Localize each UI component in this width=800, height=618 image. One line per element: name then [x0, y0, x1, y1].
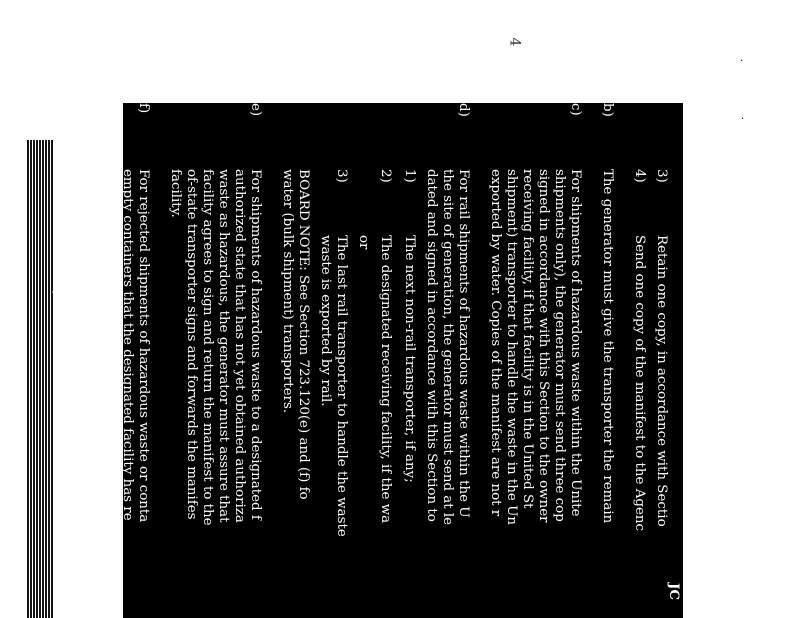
item-label: b)	[600, 103, 615, 117]
text-line: For rail shipments of hazardous waste within the U	[456, 169, 471, 518]
item-label: 2)	[378, 169, 393, 183]
text-line: The generator must sign the hazardous was	[66, 235, 81, 534]
text-line: The designated receiving facility, if the wa	[378, 235, 393, 524]
text-line: of-state transporter signs and forwards the manifes	[184, 169, 199, 520]
text-line: The generator must give the transporter the remain	[600, 169, 615, 524]
scan-speck: ·	[741, 114, 745, 125]
item-label: 3)	[654, 169, 669, 183]
page-number: 4	[506, 37, 523, 47]
text-line: facility.	[168, 169, 183, 218]
text-line: shipment) transporter to handle the waste in the Un	[504, 169, 519, 526]
text-line: waste is exported by rail.	[318, 235, 333, 407]
board-note: BOARD NOTE: See Section 723.120(e) and (f) fo	[296, 169, 311, 500]
scan-speck: ·	[740, 56, 744, 67]
text-line: empty containers that the designated facility has re	[120, 169, 135, 521]
item-label: e)	[248, 103, 263, 117]
item-label: 1)	[66, 169, 81, 183]
rotated-text-body	[50, 103, 683, 618]
item-label: f)	[136, 103, 151, 114]
text-line: Retain one copy, in accordance with Sectio	[654, 235, 669, 527]
text-line: generator must do each of the following:	[88, 169, 103, 447]
text-line: signed in accordance with this Section to the owner	[536, 169, 551, 523]
corner-header: JC	[666, 583, 682, 600]
text-line: The last rail transporter to handle the waste	[334, 235, 349, 537]
text-line: For shipments of hazardous waste within the Unite	[568, 169, 583, 517]
text-line: exported by water. Copies of the manifest are not r	[488, 169, 503, 517]
text-line: (following the procedures of 35 Ill. Adm. Code 72	[104, 169, 119, 505]
inverted-scanned-page	[50, 103, 683, 618]
text-line: the site of generation, the generator must send at le	[440, 169, 455, 526]
item-label: 4)	[632, 169, 647, 183]
text-line: or	[356, 235, 371, 250]
text-line: For shipments of hazardous waste to a designated f	[248, 169, 263, 520]
scan-edge-strip	[27, 140, 53, 618]
item-label: 3)	[334, 169, 349, 183]
item-label: c)	[568, 103, 583, 116]
text-line: water (bulk shipment) transporters.	[280, 169, 295, 414]
text-line: Send one copy of the manifest to the Agenc	[632, 235, 647, 531]
text-line: authorized state that has not yet obtained authoriza	[232, 169, 247, 523]
text-line: facility agrees to sign and return the manifest to the	[200, 169, 215, 526]
text-line: dated and signed in accordance with this Section to	[424, 169, 439, 522]
item-label: d)	[456, 103, 471, 117]
item-label: 1)	[402, 169, 417, 183]
text-line: shipments only), the generator must send three cop	[552, 169, 567, 522]
text-line: 8700-22) as follows:	[50, 235, 65, 372]
text-line: waste as hazardous, the generator must assure that	[216, 169, 231, 523]
text-line: For rejected shipments of hazardous waste or conta	[136, 169, 151, 523]
text-line: The next non-rail transporter, if any;	[402, 235, 417, 483]
text-line: receiving facility, if that facility is in the United St	[520, 169, 535, 509]
